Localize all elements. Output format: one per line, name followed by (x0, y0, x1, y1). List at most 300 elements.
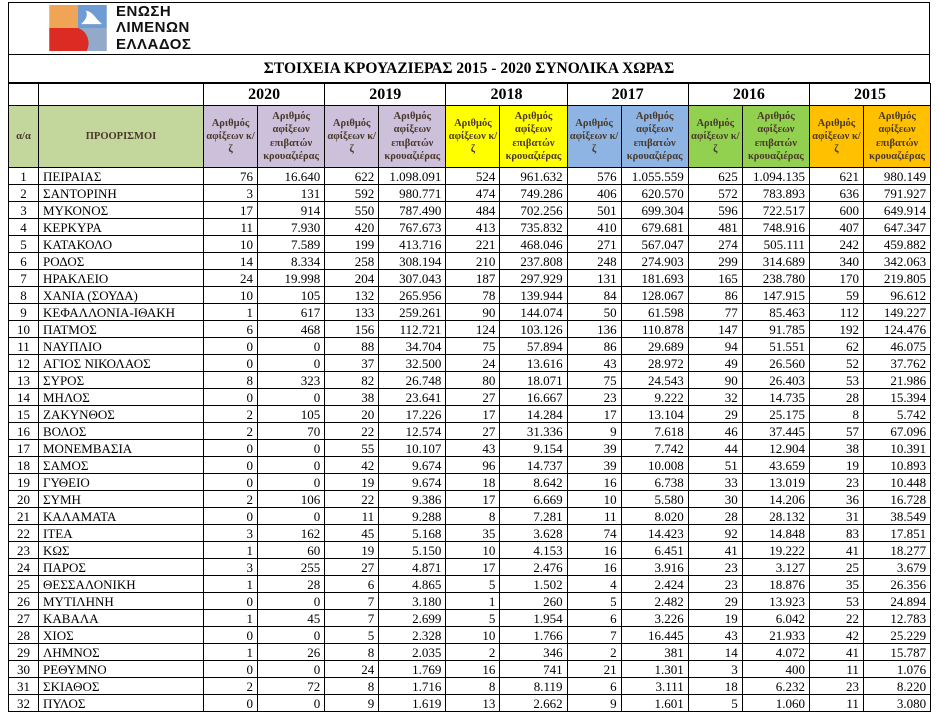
row-index: 11 (9, 338, 39, 355)
row-index: 9 (9, 304, 39, 321)
value-passengers-2015: 459.882 (863, 236, 930, 253)
value-passengers-2016: 12.904 (742, 440, 809, 457)
row-index: 8 (9, 287, 39, 304)
value-passengers-2020: 0 (258, 661, 325, 678)
value-arrivals-2015: 242 (809, 236, 863, 253)
subheader-row (9, 106, 931, 168)
subheader-passengers-2018: Αριθμός αφίξεων επιβατών κρουαζιέρας (500, 106, 567, 168)
value-passengers-2015: 1.076 (863, 661, 930, 678)
value-passengers-2016: 91.785 (742, 321, 809, 338)
value-arrivals-2016: 30 (688, 491, 742, 508)
value-arrivals-2020: 0 (204, 695, 258, 712)
value-arrivals-2016: 90 (688, 372, 742, 389)
value-arrivals-2015: 35 (809, 576, 863, 593)
value-passengers-2017: 61.598 (621, 304, 688, 321)
value-arrivals-2018: 413 (446, 219, 500, 236)
destination-name: ΜΟΝΕΜΒΑΣΙΑ (39, 440, 204, 457)
value-arrivals-2020: 17 (204, 202, 258, 219)
value-arrivals-2015: 25 (809, 559, 863, 576)
value-passengers-2019: 413.716 (379, 236, 446, 253)
row-index: 16 (9, 423, 39, 440)
value-passengers-2020: 0 (258, 338, 325, 355)
value-passengers-2018: 7.281 (500, 508, 567, 525)
destination-row-17 (9, 440, 931, 457)
destination-row-13 (9, 372, 931, 389)
value-arrivals-2018: 1 (446, 593, 500, 610)
value-arrivals-2018: 18 (446, 474, 500, 491)
value-arrivals-2019: 55 (325, 440, 379, 457)
value-passengers-2017: 7.618 (621, 423, 688, 440)
destination-name: ΑΓΙΟΣ ΝΙΚΟΛΑΟΣ (39, 355, 204, 372)
value-passengers-2019: 32.500 (379, 355, 446, 372)
value-arrivals-2019: 8 (325, 678, 379, 695)
value-arrivals-2020: 0 (204, 440, 258, 457)
value-passengers-2019: 1.716 (379, 678, 446, 695)
value-arrivals-2017: 10 (567, 491, 621, 508)
value-passengers-2016: 51.551 (742, 338, 809, 355)
row-index: 13 (9, 372, 39, 389)
value-arrivals-2015: 38 (809, 440, 863, 457)
value-arrivals-2020: 10 (204, 236, 258, 253)
value-arrivals-2016: 51 (688, 457, 742, 474)
page (8, 2, 930, 712)
value-arrivals-2018: 474 (446, 185, 500, 202)
destination-name: ΣΥΡΟΣ (39, 372, 204, 389)
value-arrivals-2017: 11 (567, 508, 621, 525)
value-arrivals-2017: 16 (567, 559, 621, 576)
destination-row-5 (9, 236, 931, 253)
value-arrivals-2017: 576 (567, 168, 621, 185)
value-arrivals-2015: 23 (809, 678, 863, 695)
value-passengers-2019: 4.865 (379, 576, 446, 593)
value-arrivals-2019: 156 (325, 321, 379, 338)
value-passengers-2017: 381 (621, 644, 688, 661)
value-passengers-2016: 85.463 (742, 304, 809, 321)
value-passengers-2019: 787.490 (379, 202, 446, 219)
value-passengers-2018: 4.153 (500, 542, 567, 559)
destination-row-4 (9, 219, 931, 236)
value-passengers-2015: 12.783 (863, 610, 930, 627)
value-passengers-2019: 307.043 (379, 270, 446, 287)
value-passengers-2019: 4.871 (379, 559, 446, 576)
value-passengers-2020: 72 (258, 678, 325, 695)
destination-row-2 (9, 185, 931, 202)
value-passengers-2019: 112.721 (379, 321, 446, 338)
value-arrivals-2019: 11 (325, 508, 379, 525)
value-passengers-2017: 1.301 (621, 661, 688, 678)
value-passengers-2016: 783.893 (742, 185, 809, 202)
value-arrivals-2019: 19 (325, 542, 379, 559)
value-passengers-2015: 647.347 (863, 219, 930, 236)
value-arrivals-2020: 6 (204, 321, 258, 338)
logo-line-1: ΕΝΩΣΗ (116, 3, 172, 21)
subheader-arrivals-2018: Αριθμός αφίξεων κ/ζ (446, 106, 500, 168)
value-passengers-2019: 10.107 (379, 440, 446, 457)
value-passengers-2017: 679.681 (621, 219, 688, 236)
value-arrivals-2018: 10 (446, 542, 500, 559)
destination-row-20 (9, 491, 931, 508)
value-arrivals-2019: 37 (325, 355, 379, 372)
value-passengers-2020: 162 (258, 525, 325, 542)
value-arrivals-2019: 8 (325, 644, 379, 661)
row-index: 2 (9, 185, 39, 202)
value-passengers-2019: 2.035 (379, 644, 446, 661)
row-index: 10 (9, 321, 39, 338)
value-arrivals-2015: 41 (809, 644, 863, 661)
value-arrivals-2016: 3 (688, 661, 742, 678)
value-arrivals-2016: 33 (688, 474, 742, 491)
destination-row-28 (9, 627, 931, 644)
value-passengers-2017: 9.222 (621, 389, 688, 406)
value-passengers-2018: 346 (500, 644, 567, 661)
value-arrivals-2019: 132 (325, 287, 379, 304)
destination-name: ΜΥΤΙΛΗΝΗ (39, 593, 204, 610)
destination-name: ΚΕΦΑΛΛΟΝΙΑ-ΙΘΑΚΗ (39, 304, 204, 321)
logo-org-name (116, 4, 191, 52)
value-arrivals-2015: 31 (809, 508, 863, 525)
value-arrivals-2020: 2 (204, 491, 258, 508)
value-passengers-2017: 1.055.559 (621, 168, 688, 185)
value-passengers-2016: 1.060 (742, 695, 809, 712)
table-title-text: ΣΤΟΙΧΕΙΑ ΚΡΟΥΑΖΙΕΡΑΣ 2015 - 2020 ΣΥΝΟΛΙΚΑ ΧΩΡΑΣ (263, 59, 675, 77)
value-arrivals-2020: 0 (204, 593, 258, 610)
subheader-arrivals-2019: Αριθμός αφίξεων κ/ζ (325, 106, 379, 168)
value-arrivals-2017: 75 (567, 372, 621, 389)
value-passengers-2018: 57.894 (500, 338, 567, 355)
value-passengers-2015: 649.914 (863, 202, 930, 219)
value-arrivals-2019: 27 (325, 559, 379, 576)
value-arrivals-2015: 83 (809, 525, 863, 542)
value-arrivals-2015: 11 (809, 661, 863, 678)
subheader-passengers-2017: Αριθμός αφίξεων επιβατών κρουαζιέρας (621, 106, 688, 168)
value-passengers-2015: 18.277 (863, 542, 930, 559)
value-passengers-2020: 255 (258, 559, 325, 576)
value-passengers-2015: 15.787 (863, 644, 930, 661)
table-body (9, 168, 931, 712)
value-arrivals-2020: 0 (204, 474, 258, 491)
value-passengers-2018: 2.662 (500, 695, 567, 712)
subheader-passengers-2015: Αριθμός αφίξεων επιβατών κρουαζιέρας (863, 106, 930, 168)
destination-row-7 (9, 270, 931, 287)
destination-name: ΠΑΤΜΟΣ (39, 321, 204, 338)
destination-row-12 (9, 355, 931, 372)
value-arrivals-2015: 41 (809, 542, 863, 559)
destination-name: ΛΗΜΝΟΣ (39, 644, 204, 661)
value-arrivals-2020: 0 (204, 627, 258, 644)
destination-name: ΧΙΟΣ (39, 627, 204, 644)
value-arrivals-2020: 2 (204, 678, 258, 695)
destination-name: ΣΑΝΤΟΡΙΝΗ (39, 185, 204, 202)
value-passengers-2018: 297.929 (500, 270, 567, 287)
logo-line-2: ΛΙΜΕΝΩΝ (116, 19, 190, 37)
value-arrivals-2015: 170 (809, 270, 863, 287)
value-passengers-2019: 9.674 (379, 474, 446, 491)
value-arrivals-2016: 481 (688, 219, 742, 236)
value-passengers-2017: 16.445 (621, 627, 688, 644)
value-arrivals-2019: 45 (325, 525, 379, 542)
subheader-arrivals-2015: Αριθμός αφίξεων κ/ζ (809, 106, 863, 168)
value-passengers-2015: 10.893 (863, 457, 930, 474)
value-passengers-2017: 110.878 (621, 321, 688, 338)
value-arrivals-2019: 133 (325, 304, 379, 321)
value-passengers-2020: 131 (258, 185, 325, 202)
value-passengers-2020: 8.334 (258, 253, 325, 270)
value-arrivals-2019: 22 (325, 491, 379, 508)
destination-row-18 (9, 457, 931, 474)
value-arrivals-2016: 147 (688, 321, 742, 338)
value-arrivals-2017: 16 (567, 474, 621, 491)
value-arrivals-2017: 131 (567, 270, 621, 287)
value-arrivals-2019: 22 (325, 423, 379, 440)
value-arrivals-2018: 2 (446, 644, 500, 661)
destination-name: ΚΑΛΑΜΑΤΑ (39, 508, 204, 525)
value-arrivals-2020: 2 (204, 406, 258, 423)
index-column-header: α/α (9, 106, 39, 168)
value-arrivals-2020: 3 (204, 525, 258, 542)
value-arrivals-2020: 1 (204, 610, 258, 627)
value-passengers-2016: 748.916 (742, 219, 809, 236)
row-index: 31 (9, 678, 39, 695)
value-passengers-2019: 34.704 (379, 338, 446, 355)
value-passengers-2017: 3.226 (621, 610, 688, 627)
value-passengers-2015: 10.448 (863, 474, 930, 491)
row-index: 6 (9, 253, 39, 270)
value-arrivals-2020: 76 (204, 168, 258, 185)
value-arrivals-2017: 406 (567, 185, 621, 202)
destination-name: ΡΕΘΥΜΝΟ (39, 661, 204, 678)
destination-row-15 (9, 406, 931, 423)
value-arrivals-2018: 78 (446, 287, 500, 304)
value-passengers-2020: 105 (258, 406, 325, 423)
subheader-arrivals-2020: Αριθμός αφίξεων κ/ζ (204, 106, 258, 168)
destination-name: ΓΥΘΕΙΟ (39, 474, 204, 491)
value-passengers-2016: 4.072 (742, 644, 809, 661)
destination-name: ΚΕΡΚΥΡΑ (39, 219, 204, 236)
row-index: 27 (9, 610, 39, 627)
destination-row-9 (9, 304, 931, 321)
value-passengers-2015: 38.549 (863, 508, 930, 525)
value-arrivals-2019: 42 (325, 457, 379, 474)
value-passengers-2019: 259.261 (379, 304, 446, 321)
row-index: 23 (9, 542, 39, 559)
value-passengers-2016: 21.933 (742, 627, 809, 644)
value-arrivals-2016: 46 (688, 423, 742, 440)
row-index: 7 (9, 270, 39, 287)
value-arrivals-2019: 550 (325, 202, 379, 219)
value-passengers-2015: 25.229 (863, 627, 930, 644)
value-passengers-2018: 735.832 (500, 219, 567, 236)
value-arrivals-2017: 74 (567, 525, 621, 542)
value-passengers-2017: 6.451 (621, 542, 688, 559)
destination-name: ΠΥΛΟΣ (39, 695, 204, 712)
value-passengers-2016: 1.094.135 (742, 168, 809, 185)
row-index: 25 (9, 576, 39, 593)
value-arrivals-2019: 204 (325, 270, 379, 287)
value-arrivals-2020: 1 (204, 576, 258, 593)
value-passengers-2017: 13.104 (621, 406, 688, 423)
value-arrivals-2015: 112 (809, 304, 863, 321)
destination-name: ΚΑΤΑΚΟΛΟ (39, 236, 204, 253)
value-arrivals-2018: 8 (446, 678, 500, 695)
row-index: 20 (9, 491, 39, 508)
value-passengers-2017: 7.742 (621, 440, 688, 457)
value-arrivals-2017: 248 (567, 253, 621, 270)
value-passengers-2015: 791.927 (863, 185, 930, 202)
destination-row-6 (9, 253, 931, 270)
value-passengers-2017: 3.111 (621, 678, 688, 695)
value-passengers-2020: 0 (258, 389, 325, 406)
value-passengers-2015: 980.149 (863, 168, 930, 185)
value-passengers-2020: 0 (258, 593, 325, 610)
value-arrivals-2016: 29 (688, 406, 742, 423)
row-index: 14 (9, 389, 39, 406)
value-arrivals-2019: 199 (325, 236, 379, 253)
value-arrivals-2015: 636 (809, 185, 863, 202)
destination-name: ΝΑΥΠΛΙΟ (39, 338, 204, 355)
year-header-2015: 2015 (809, 84, 930, 106)
value-arrivals-2016: 572 (688, 185, 742, 202)
value-passengers-2016: 25.175 (742, 406, 809, 423)
value-passengers-2020: 0 (258, 627, 325, 644)
subheader-passengers-2016: Αριθμός αφίξεων επιβατών κρουαζιέρας (742, 106, 809, 168)
value-passengers-2020: 7.930 (258, 219, 325, 236)
row-index: 32 (9, 695, 39, 712)
value-passengers-2015: 17.851 (863, 525, 930, 542)
destination-name: ΡΟΔΟΣ (39, 253, 204, 270)
destination-name: ΠΑΡΟΣ (39, 559, 204, 576)
row-index: 28 (9, 627, 39, 644)
value-arrivals-2015: 53 (809, 372, 863, 389)
row-index: 3 (9, 202, 39, 219)
value-passengers-2019: 2.328 (379, 627, 446, 644)
value-passengers-2020: 45 (258, 610, 325, 627)
value-passengers-2016: 13.923 (742, 593, 809, 610)
value-passengers-2020: 0 (258, 695, 325, 712)
value-arrivals-2020: 8 (204, 372, 258, 389)
value-arrivals-2015: 11 (809, 695, 863, 712)
port-union-logo-icon (49, 5, 107, 51)
year-header-2019: 2019 (325, 84, 446, 106)
value-arrivals-2017: 17 (567, 406, 621, 423)
value-arrivals-2020: 1 (204, 304, 258, 321)
value-passengers-2015: 5.742 (863, 406, 930, 423)
value-arrivals-2017: 410 (567, 219, 621, 236)
value-passengers-2016: 43.659 (742, 457, 809, 474)
value-passengers-2016: 14.848 (742, 525, 809, 542)
destination-row-16 (9, 423, 931, 440)
value-arrivals-2017: 86 (567, 338, 621, 355)
value-arrivals-2018: 17 (446, 559, 500, 576)
value-passengers-2016: 14.206 (742, 491, 809, 508)
value-arrivals-2017: 2 (567, 644, 621, 661)
value-passengers-2016: 14.735 (742, 389, 809, 406)
value-passengers-2019: 9.386 (379, 491, 446, 508)
value-passengers-2015: 3.080 (863, 695, 930, 712)
row-index: 22 (9, 525, 39, 542)
value-passengers-2016: 28.132 (742, 508, 809, 525)
blank-corner-cell-destinations (39, 84, 204, 106)
value-passengers-2015: 124.476 (863, 321, 930, 338)
value-passengers-2017: 1.601 (621, 695, 688, 712)
value-arrivals-2016: 32 (688, 389, 742, 406)
value-passengers-2019: 26.748 (379, 372, 446, 389)
value-arrivals-2019: 258 (325, 253, 379, 270)
blank-corner-cell-index (9, 84, 39, 106)
value-arrivals-2016: 5 (688, 695, 742, 712)
value-arrivals-2017: 136 (567, 321, 621, 338)
value-passengers-2016: 26.403 (742, 372, 809, 389)
value-arrivals-2018: 5 (446, 610, 500, 627)
value-passengers-2018: 3.628 (500, 525, 567, 542)
value-arrivals-2020: 0 (204, 661, 258, 678)
value-passengers-2017: 181.693 (621, 270, 688, 287)
destinations-column-header: ΠΡΟΟΡΙΣΜΟΙ (39, 106, 204, 168)
value-arrivals-2019: 82 (325, 372, 379, 389)
value-passengers-2015: 15.394 (863, 389, 930, 406)
value-passengers-2020: 0 (258, 508, 325, 525)
value-arrivals-2020: 3 (204, 559, 258, 576)
value-arrivals-2018: 10 (446, 627, 500, 644)
value-passengers-2019: 767.673 (379, 219, 446, 236)
value-passengers-2015: 46.075 (863, 338, 930, 355)
value-arrivals-2017: 23 (567, 389, 621, 406)
subheader-passengers-2020: Αριθμός αφίξεων επιβατών κρουαζιέρας (258, 106, 325, 168)
value-arrivals-2017: 21 (567, 661, 621, 678)
value-passengers-2016: 238.780 (742, 270, 809, 287)
value-arrivals-2018: 221 (446, 236, 500, 253)
value-passengers-2018: 31.336 (500, 423, 567, 440)
value-passengers-2017: 24.543 (621, 372, 688, 389)
value-arrivals-2018: 210 (446, 253, 500, 270)
value-passengers-2017: 6.738 (621, 474, 688, 491)
destination-name: ΜΗΛΟΣ (39, 389, 204, 406)
destination-row-21 (9, 508, 931, 525)
value-arrivals-2017: 6 (567, 610, 621, 627)
cruise-statistics-table (8, 83, 931, 712)
value-arrivals-2016: 28 (688, 508, 742, 525)
value-passengers-2015: 3.679 (863, 559, 930, 576)
row-index: 17 (9, 440, 39, 457)
year-header-2018: 2018 (446, 84, 567, 106)
value-passengers-2018: 237.808 (500, 253, 567, 270)
value-arrivals-2019: 20 (325, 406, 379, 423)
destination-name: ΙΤΕΑ (39, 525, 204, 542)
value-passengers-2018: 749.286 (500, 185, 567, 202)
row-index: 4 (9, 219, 39, 236)
value-passengers-2020: 70 (258, 423, 325, 440)
value-arrivals-2015: 53 (809, 593, 863, 610)
value-arrivals-2016: 274 (688, 236, 742, 253)
value-arrivals-2017: 84 (567, 287, 621, 304)
value-arrivals-2015: 62 (809, 338, 863, 355)
value-passengers-2020: 28 (258, 576, 325, 593)
year-header-2016: 2016 (688, 84, 809, 106)
table-title (8, 55, 930, 83)
value-passengers-2015: 96.612 (863, 287, 930, 304)
value-arrivals-2015: 57 (809, 423, 863, 440)
value-arrivals-2018: 187 (446, 270, 500, 287)
value-arrivals-2015: 19 (809, 457, 863, 474)
value-passengers-2016: 722.517 (742, 202, 809, 219)
value-passengers-2020: 26 (258, 644, 325, 661)
value-passengers-2015: 37.762 (863, 355, 930, 372)
logo-line-3: ΕΛΛΑΔΟΣ (116, 35, 192, 53)
destination-row-26 (9, 593, 931, 610)
value-passengers-2018: 103.126 (500, 321, 567, 338)
value-passengers-2019: 3.180 (379, 593, 446, 610)
value-passengers-2018: 139.944 (500, 287, 567, 304)
value-arrivals-2018: 5 (446, 576, 500, 593)
